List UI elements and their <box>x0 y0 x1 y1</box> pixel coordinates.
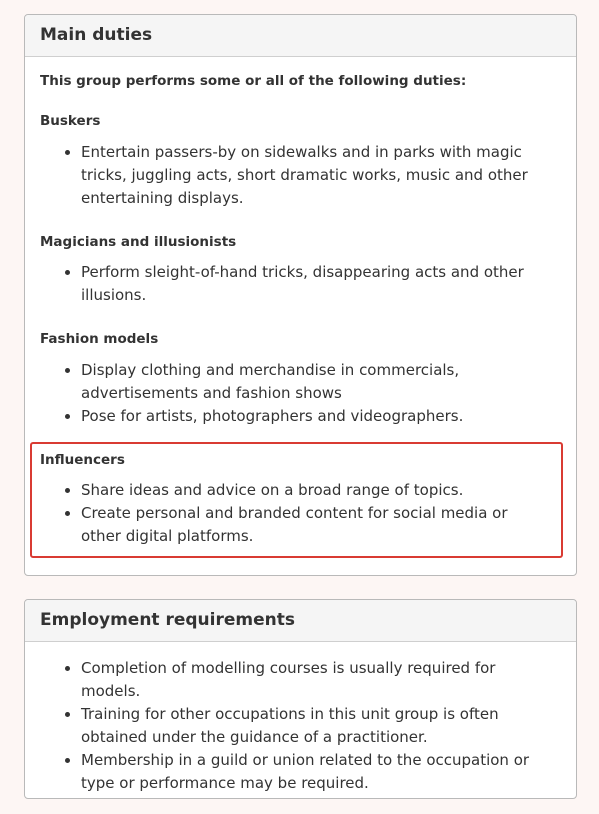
group-heading-fashion-models: Fashion models <box>40 331 159 347</box>
employment-requirements-title: Employment requirements <box>25 600 576 642</box>
group-list-buskers <box>25 141 545 210</box>
list-item: • Entertain passers-by on sidewalks and in parks with magic tricks, juggling acts, short dramatic works, music and other entertaining displays. <box>81 141 545 210</box>
main-duties-panel <box>24 14 577 576</box>
group-list-magicians <box>25 261 545 307</box>
list-item: • Training for other occupations in this unit group is often obtained under the guidance of a practitioner. <box>81 703 545 749</box>
list-item: • Share ideas and advice on a broad range of topics. <box>81 479 545 502</box>
list-item: • Create personal and branded content for social media or other digital platforms. <box>81 502 545 548</box>
list-item: • Perform sleight-of-hand tricks, disappearing acts and other illusions. <box>81 261 545 307</box>
list-item: • Completion of modelling courses is usually required for models. <box>81 657 545 703</box>
main-duties-intro: This group performs some or all of the following duties: <box>40 73 467 89</box>
group-list-fashion-models <box>25 359 545 428</box>
group-heading-magicians: Magicians and illusionists <box>40 234 237 250</box>
group-heading-buskers: Buskers <box>40 113 101 129</box>
list-item: • Display clothing and merchandise in commercials, advertisements and fashion shows <box>81 359 545 405</box>
employment-requirements-panel <box>24 599 577 799</box>
list-item: • Pose for artists, photographers and videographers. <box>81 405 545 428</box>
group-list-influencers <box>25 479 545 548</box>
group-heading-influencers: Influencers <box>40 452 125 468</box>
list-item: • Membership in a guild or union related to the occupation or type or performance may be required. <box>81 749 545 795</box>
employment-requirements-list <box>25 657 545 795</box>
main-duties-title: Main duties <box>25 15 576 57</box>
